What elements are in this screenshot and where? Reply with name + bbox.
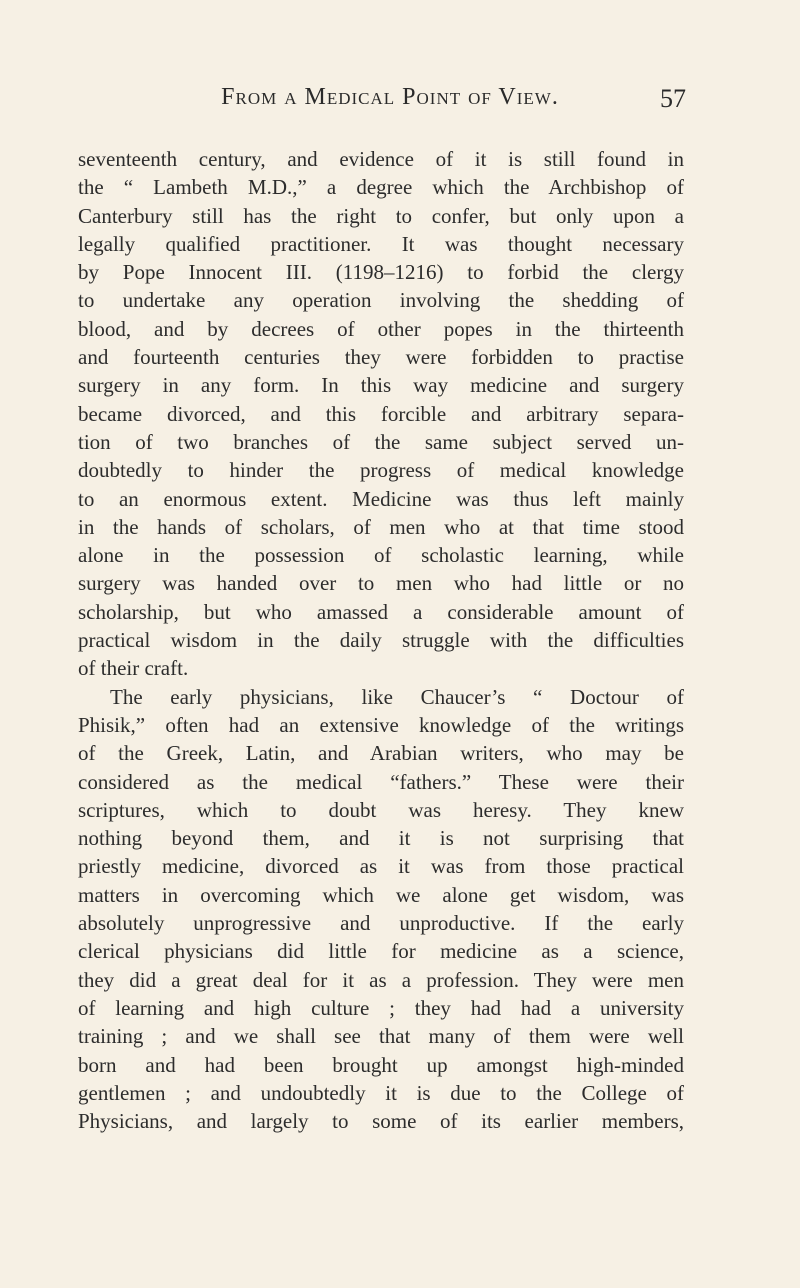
text-line: to an enormous extent. Medicine was thus left mainly xyxy=(78,486,684,511)
text-line: nothing beyond them, and it is not surprising that xyxy=(78,826,684,851)
text-line: doubtedly to hinder the progress of medical knowledge xyxy=(78,458,684,483)
text-line: gentlemen ; and undoubtedly it is due to the College of xyxy=(78,1080,684,1105)
text-line: by Pope Innocent III. (1198–1216) to forbid the clergy xyxy=(78,260,684,285)
text-line: priestly medicine, divorced as it was from those practical xyxy=(78,854,684,879)
text-line: alone in the possession of scholastic learning, while xyxy=(78,543,684,568)
text-line: Phisik,” often had an extensive knowledge of the writings xyxy=(78,712,684,737)
text-line: Physicians, and largely to some of its earlier members, xyxy=(78,1109,684,1134)
text-line: scholarship, but who amassed a considerable amount of xyxy=(78,599,684,624)
text-line: seventeenth century, and evidence of it is still found in xyxy=(78,147,684,171)
text-line: considered as the medical “fathers.” These were their xyxy=(78,769,684,794)
text-line: The early physicians, like Chaucer’s “ Doctour of xyxy=(110,684,684,709)
text-line: absolutely unprogressive and unproductive. If the early xyxy=(78,911,684,936)
text-line: of learning and high culture ; they had had a university xyxy=(78,995,684,1020)
paragraph-1 xyxy=(78,145,684,683)
text-line: legally qualified practitioner. It was thought necessary xyxy=(78,231,684,256)
text-line: the “ Lambeth M.D.,” a degree which the Archbishop of xyxy=(78,175,684,200)
page-header xyxy=(80,84,686,116)
text-line: practical wisdom in the daily struggle with the difficulties xyxy=(78,628,684,653)
text-line: surgery in any form. In this way medicine and surgery xyxy=(78,373,684,398)
text-line: tion of two branches of the same subject served un- xyxy=(78,429,684,454)
text-line: clerical physicians did little for medicine as a science, xyxy=(78,939,684,964)
body-text xyxy=(78,145,684,1135)
text-line: scriptures, which to doubt was heresy. They knew xyxy=(78,797,684,822)
text-line: in the hands of scholars, of men who at that time stood xyxy=(78,514,684,539)
page-number: 57 xyxy=(660,84,686,113)
text-line: became divorced, and this forcible and arbitrary separa- xyxy=(78,401,684,426)
text-line: and fourteenth centuries they were forbidden to practise xyxy=(78,345,684,370)
text-line: they did a great deal for it as a profession. They were men xyxy=(78,967,684,992)
text-line: surgery was handed over to men who had little or no xyxy=(78,571,684,596)
text-line: of the Greek, Latin, and Arabian writers, who may be xyxy=(78,741,684,766)
paragraph-2 xyxy=(78,683,684,1136)
text-line: matters in overcoming which we alone get wisdom, was xyxy=(78,882,684,907)
text-line: training ; and we shall see that many of them were well xyxy=(78,1024,684,1049)
text-line: blood, and by decrees of other popes in the thirteenth xyxy=(78,316,684,341)
running-head: From a Medical Point of View. xyxy=(221,84,559,110)
text-line: of their craft. xyxy=(78,656,189,681)
text-line: Canterbury still has the right to confer, but only upon a xyxy=(78,203,684,228)
text-line: born and had been brought up amongst high-minded xyxy=(78,1052,684,1077)
text-line: to undertake any operation involving the shedding of xyxy=(78,288,684,313)
